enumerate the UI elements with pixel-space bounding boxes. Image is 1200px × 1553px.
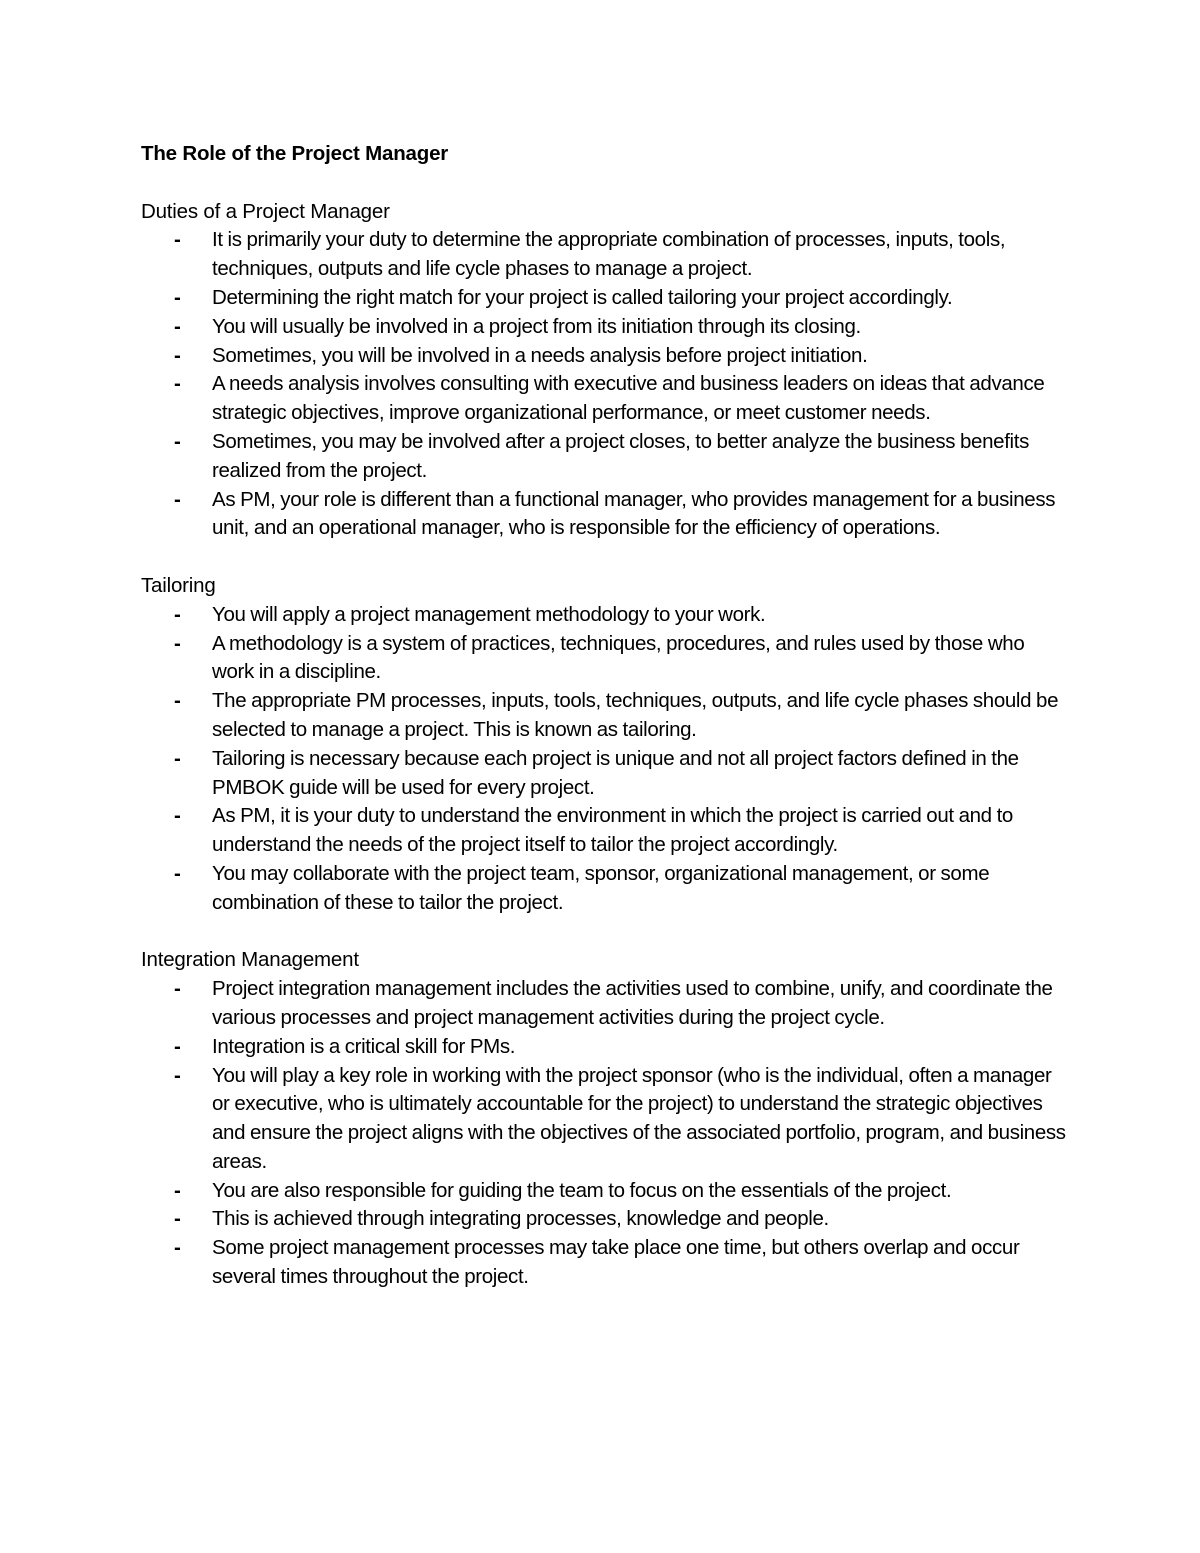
bullet-dash: - — [174, 977, 181, 1001]
list-item — [141, 1234, 1071, 1292]
bullet-dash: - — [174, 487, 181, 511]
list-item — [141, 226, 1071, 284]
list-item — [141, 1177, 1071, 1206]
list-item — [141, 1033, 1071, 1062]
list-item-text: You are also responsible for guiding the team to focus on the essentials of the project. — [212, 1178, 952, 1202]
list-item — [141, 1062, 1071, 1177]
bullet-dash: - — [174, 1178, 181, 1202]
bullet-dash: - — [174, 804, 181, 828]
bullet-dash: - — [174, 689, 181, 713]
bullet-dash: - — [174, 861, 181, 885]
list-item-text: A needs analysis involves consulting with executive and business leaders on ideas that advance strategic objectives, improve organizational performance, or meet customer needs. — [212, 372, 1045, 425]
bullet-dash: - — [174, 746, 181, 770]
bullet-dash: - — [174, 343, 181, 367]
bullet-dash: - — [174, 372, 181, 396]
list-item-text: This is achieved through integrating processes, knowledge and people. — [212, 1207, 829, 1231]
section-integration-management — [141, 946, 1071, 1292]
list-item-text: Some project management processes may take place one time, but others overlap and occur several times throughout the project. — [212, 1236, 1020, 1289]
list-item — [141, 975, 1071, 1033]
bullet-dash: - — [174, 1207, 181, 1231]
document-title: The Role of the Project Manager — [141, 142, 449, 165]
bullet-dash: - — [174, 631, 181, 655]
list-item-text: You may collaborate with the project team, sponsor, organizational management, or some combination of these to tailor the project. — [212, 861, 990, 914]
bullet-dash: - — [174, 1034, 181, 1058]
list-item — [141, 601, 1071, 630]
list-item — [141, 342, 1071, 371]
list-item — [141, 860, 1071, 918]
list-item-text: Integration is a critical skill for PMs. — [212, 1034, 516, 1058]
list-item-text: You will apply a project management methodology to your work. — [212, 602, 766, 626]
bullet-dash: - — [174, 228, 181, 252]
section-tailoring — [141, 572, 1071, 918]
bullet-list — [141, 975, 1071, 1292]
list-item-text: Determining the right match for your project is called tailoring your project accordingly. — [212, 285, 953, 309]
list-item — [141, 370, 1071, 428]
bullet-dash: - — [174, 285, 181, 309]
list-item — [141, 284, 1071, 313]
section-heading: Tailoring — [141, 573, 216, 597]
bullet-dash: - — [174, 1236, 181, 1260]
bullet-dash: - — [174, 602, 181, 626]
bullet-list — [141, 226, 1071, 543]
list-item-text: Tailoring is necessary because each project is unique and not all project factors defined in the PMBOK guide will be used for every project. — [212, 746, 1019, 799]
bullet-dash: - — [174, 1063, 181, 1087]
list-item — [141, 687, 1071, 745]
section-duties — [141, 198, 1071, 544]
list-item — [141, 313, 1071, 342]
list-item-text: Sometimes, you may be involved after a project closes, to better analyze the business benefits realized from the project. — [212, 429, 1029, 482]
list-item-text: The appropriate PM processes, inputs, tools, techniques, outputs, and life cycle phases should be selected to manage a project. This is known as tailoring. — [212, 689, 1059, 741]
list-item — [141, 486, 1071, 544]
list-item-text: You will usually be involved in a project from its initiation through its closing. — [212, 314, 861, 338]
list-item-text: It is primarily your duty to determine the appropriate combination of processes, inputs, tools, techniques, outputs and life cycle phases to manage a project. — [212, 228, 1006, 281]
list-item — [141, 745, 1071, 803]
bullet-dash: - — [174, 314, 181, 338]
list-item-text: You will play a key role in working with the project sponsor (who is the individual, often a manager or executive, who is ultimately accountable for the project) to understand the strategic objectives and ensure the project aligns with the objectives of the associated portfolio, program, and business areas. — [212, 1063, 1066, 1173]
section-heading: Integration Management — [141, 948, 359, 972]
list-item — [141, 1205, 1071, 1234]
list-item-text: A methodology is a system of practices, techniques, procedures, and rules used by those who work in a discipline. — [212, 631, 1025, 684]
list-item-text: Sometimes, you will be involved in a needs analysis before project initiation. — [212, 343, 868, 367]
document-page — [141, 140, 1071, 1292]
list-item — [141, 428, 1071, 486]
section-heading: Duties of a Project Manager — [141, 199, 390, 223]
list-item — [141, 802, 1071, 860]
list-item-text: As PM, your role is different than a functional manager, who provides management for a business unit, and an operational manager, who is responsible for the efficiency of operations. — [212, 487, 1056, 540]
list-item-text: Project integration management includes the activities used to combine, unify, and coordinate the various processes and project management activities during the project cycle. — [212, 977, 1053, 1029]
list-item — [141, 630, 1071, 688]
bullet-list — [141, 601, 1071, 918]
list-item-text: As PM, it is your duty to understand the environment in which the project is carried out and to understand the needs of the project itself to tailor the project accordingly. — [212, 804, 1013, 857]
bullet-dash: - — [174, 429, 181, 453]
